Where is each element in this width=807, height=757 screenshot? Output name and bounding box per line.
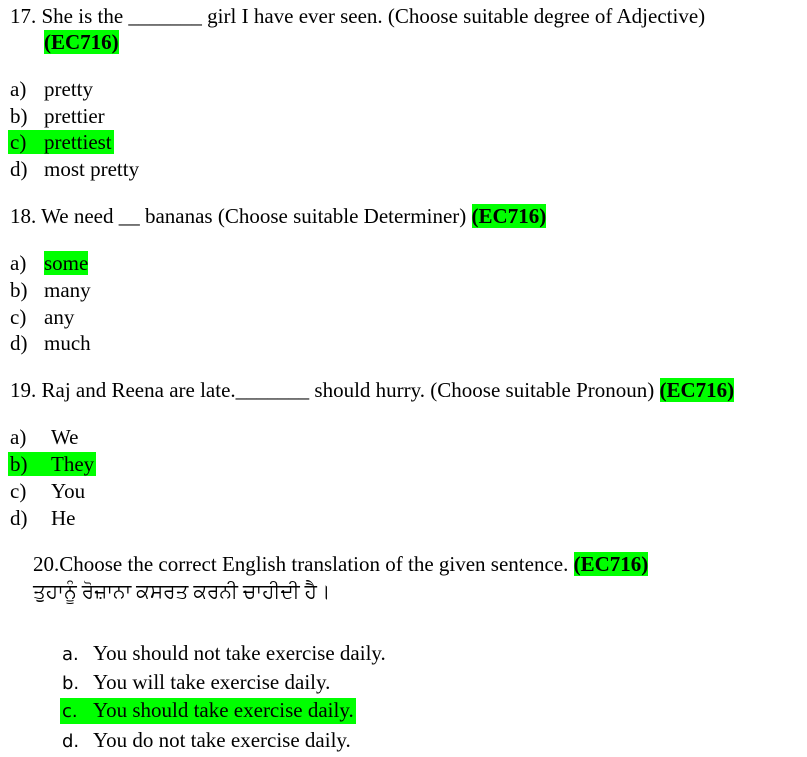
q20-option-d[interactable]: d. You do not take exercise daily. xyxy=(62,728,351,752)
question-19-code: (EC716) xyxy=(659,378,735,402)
q19-option-a[interactable]: a) We xyxy=(10,425,79,449)
q17-option-b[interactable]: b) prettier xyxy=(10,104,105,128)
question-20-punjabi-sentence: ਤੁਹਾਨੂੰ ਰੋਜ਼ਾਨਾ ਕਸਰਤ ਕਰਨੀ ਚਾਹੀਦੀ ਹੈ। xyxy=(33,581,331,603)
q18-option-b[interactable]: b) many xyxy=(10,278,91,302)
question-20-stem: 20.Choose the correct English translation of the given sentence. (EC716) xyxy=(33,552,649,576)
q18-option-d[interactable]: d) much xyxy=(10,331,91,355)
q20-option-c-correct[interactable]: c. You should take exercise daily. xyxy=(62,698,354,722)
q19-option-d[interactable]: d) He xyxy=(10,506,76,530)
q19-option-b-correct[interactable]: b) They xyxy=(10,452,95,476)
q18-option-a-correct[interactable]: a) some xyxy=(10,251,89,275)
q18-option-c[interactable]: c) any xyxy=(10,305,75,329)
q19-option-c[interactable]: c) You xyxy=(10,479,86,503)
q20-option-a[interactable]: a. You should not take exercise daily. xyxy=(62,641,386,665)
q17-option-a[interactable]: a) pretty xyxy=(10,77,93,101)
question-20-code: (EC716) xyxy=(573,552,649,576)
q20-option-b[interactable]: b. You will take exercise daily. xyxy=(62,670,331,694)
question-18-code: (EC716) xyxy=(471,204,547,228)
q17-option-c-correct[interactable]: c) prettiest xyxy=(10,130,112,154)
q17-option-d[interactable]: d) most pretty xyxy=(10,157,140,181)
question-19-stem: 19. Raj and Reena are late._______ should hurry. (Choose suitable Pronoun) (EC716) xyxy=(10,378,735,402)
question-17-code: (EC716) xyxy=(44,30,119,54)
question-17-stem: 17. She is the _______ girl I have ever seen. (Choose suitable degree of Adjective) xyxy=(10,4,706,28)
question-18-stem: 18. We need __ bananas (Choose suitable Determiner) (EC716) xyxy=(10,204,547,228)
